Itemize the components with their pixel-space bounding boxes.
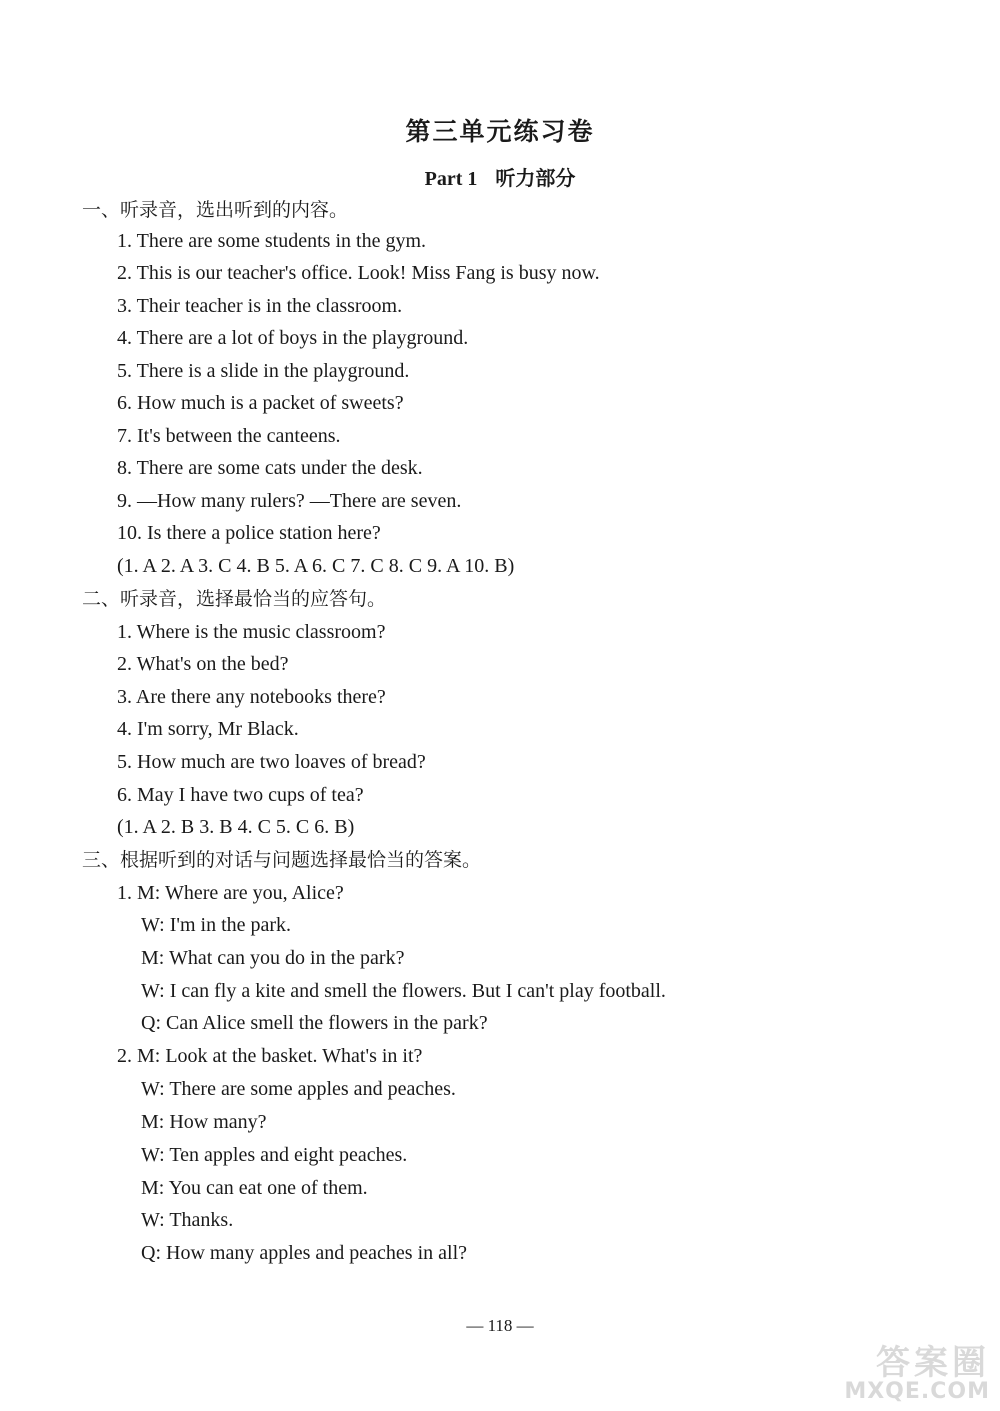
section2-item: 6. May I have two cups of tea? (117, 784, 364, 806)
section1-item: 3. Their teacher is in the classroom. (117, 295, 403, 317)
watermark-line1: 答案圈 (876, 1343, 990, 1383)
section1-item: 7. It's between the canteens. (117, 425, 341, 447)
section2-heading: 二、听录音，选择最恰当的应答句。 (82, 588, 387, 610)
section2-item: 4. I'm sorry, Mr Black. (117, 718, 299, 740)
page-number: — 118 — (466, 1316, 534, 1335)
dialog1-line: 1. M: Where are you, Alice? (117, 882, 344, 904)
section1-item: 2. This is our teacher's office. Look! Miss Fang is busy now. (117, 262, 600, 284)
section1-item: 8. There are some cats under the desk. (117, 457, 423, 479)
dialog1-line: M: What can you do in the park? (141, 947, 405, 969)
section1-item: 6. How much is a packet of sweets? (117, 392, 404, 414)
dialog2-line: M: You can eat one of them. (141, 1177, 368, 1199)
dialog1-line: W: I can fly a kite and smell the flowers. But I can't play football. (141, 980, 666, 1002)
section1-heading: 一、听录音，选出听到的内容。 (82, 199, 349, 221)
dialog2-line: W: There are some apples and peaches. (141, 1078, 456, 1100)
watermark-logo (820, 1345, 990, 1405)
section2-item: 1. Where is the music classroom? (117, 621, 386, 643)
part-number: Part 1 (424, 168, 478, 190)
section2-item: 3. Are there any notebooks there? (117, 686, 386, 708)
dialog1-line: Q: Can Alice smell the flowers in the park? (141, 1012, 488, 1034)
dialog1-line: W: I'm in the park. (141, 914, 292, 936)
dialog2-line: Q: How many apples and peaches in all? (141, 1242, 468, 1264)
section1-item: 1. There are some students in the gym. (117, 230, 427, 252)
dialog2-line: W: Thanks. (141, 1209, 234, 1231)
dialog2-line: M: How many? (141, 1111, 267, 1133)
section3-heading: 三、根据听到的对话与问题选择最恰当的答案。 (82, 849, 482, 871)
dialog2-line: 2. M: Look at the basket. What's in it? (117, 1045, 423, 1067)
section1-item: 10. Is there a police station here? (117, 522, 381, 544)
dialog2-line: W: Ten apples and eight peaches. (141, 1144, 408, 1166)
watermark-line2: MXQE.COM (844, 1379, 990, 1404)
part-subtitle (0, 162, 1000, 191)
section1-item: 4. There are a lot of boys in the playground. (117, 327, 469, 349)
section1-item: 5. There is a slide in the playground. (117, 360, 410, 382)
section2-answers: (1. A 2. B 3. B 4. C 5. C 6. B) (117, 816, 355, 838)
part-label: 听力部分 (495, 166, 576, 190)
section1-answers: (1. A 2. A 3. C 4. B 5. A 6. C 7. C 8. C 9. A 10. B) (117, 555, 515, 577)
section2-item: 2. What's on the bed? (117, 653, 289, 675)
section1-item: 9. —How many rulers? —There are seven. (117, 490, 462, 512)
page-title: 第三单元练习卷 (405, 117, 595, 146)
section2-item: 5. How much are two loaves of bread? (117, 751, 426, 773)
